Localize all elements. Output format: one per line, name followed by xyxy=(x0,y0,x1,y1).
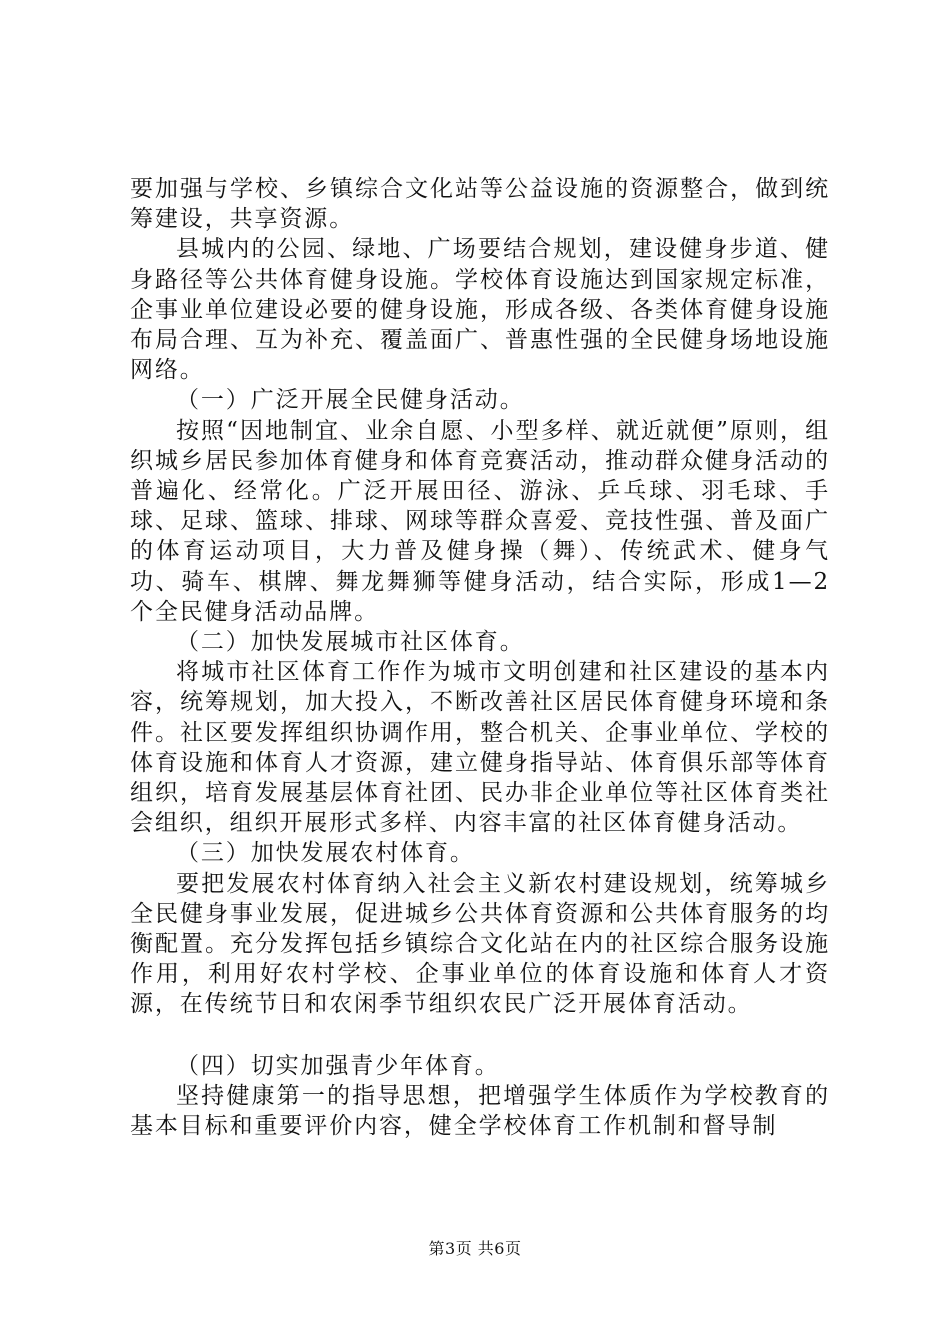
document-body xyxy=(130,174,830,1141)
section-heading-3: （三）加快发展农村体育。 xyxy=(176,840,475,867)
paragraph-5: 要把发展农村体育纳入社会主义新农村建设规划，统筹城乡全民健身事业发展，促进城乡公共体育资源和公共体育服务的均衡配置。充分发挥包括乡镇综合文化站在内的社区综合服务设施作用，利用好农村学校、企事业单位的体育设施和体育人才资源，在传统节日和农闲季节组织农民广泛开展体育活动。 xyxy=(130,870,830,1018)
section-heading-1: （一）广泛开展全民健身活动。 xyxy=(176,387,525,414)
paragraph-6: 坚持健康第一的指导思想，把增强学生体质作为学校教育的基本目标和重要评价内容，健全学校体育工作机制和督导制 xyxy=(130,1082,830,1140)
section-heading-4: （四）切实加强青少年体育。 xyxy=(176,1052,500,1079)
paragraph-3: 按照“因地制宜、业余自愿、小型多样、就近就便”原则，组织城乡居民参加体育健身和体育竞赛活动，推动群众健身活动的普遍化、经常化。广泛开展田径、游泳、乒乓球、羽毛球、手球、足球、篮球、排球、网球等群众喜爱、竞技性强、普及面广的体育运动项目，大力普及健身操（舞）、传统武术、健身气功、骑车、棋牌、舞龙舞狮等健身活动，结合实际，形成1—2个全民健身活动品牌。 xyxy=(130,417,830,625)
page-number: 第3页 共6页 xyxy=(428,1239,522,1258)
section-heading-2: （二）加快发展城市社区体育。 xyxy=(176,629,525,656)
paragraph-2: 县城内的公园、绿地、广场要结合规划，建设健身步道、健身路径等公共体育健身设施。学校体育设施达到国家规定标准，企事业单位建设必要的健身设施，形成各级、各类体育健身设施布局合理、互为补充、覆盖面广、普惠性强的全民健身场地设施网络。 xyxy=(130,236,830,384)
paragraph-4: 将城市社区体育工作作为城市文明创建和社区建设的基本内容，统筹规划，加大投入，不断改善社区居民体育健身环境和条件。社区要发挥组织协调作用，整合机关、企事业单位、学校的体育设施和体育人才资源，建立健身指导站、体育俱乐部等体育组织，培育发展基层体育社团、民办非企业单位等社区体育类社会组织，组织开展形式多样、内容丰富的社区体育健身活动。 xyxy=(130,659,830,837)
paragraph-1: 要加强与学校、乡镇综合文化站等公益设施的资源整合，做到统筹建设，共享资源。 xyxy=(130,176,830,233)
